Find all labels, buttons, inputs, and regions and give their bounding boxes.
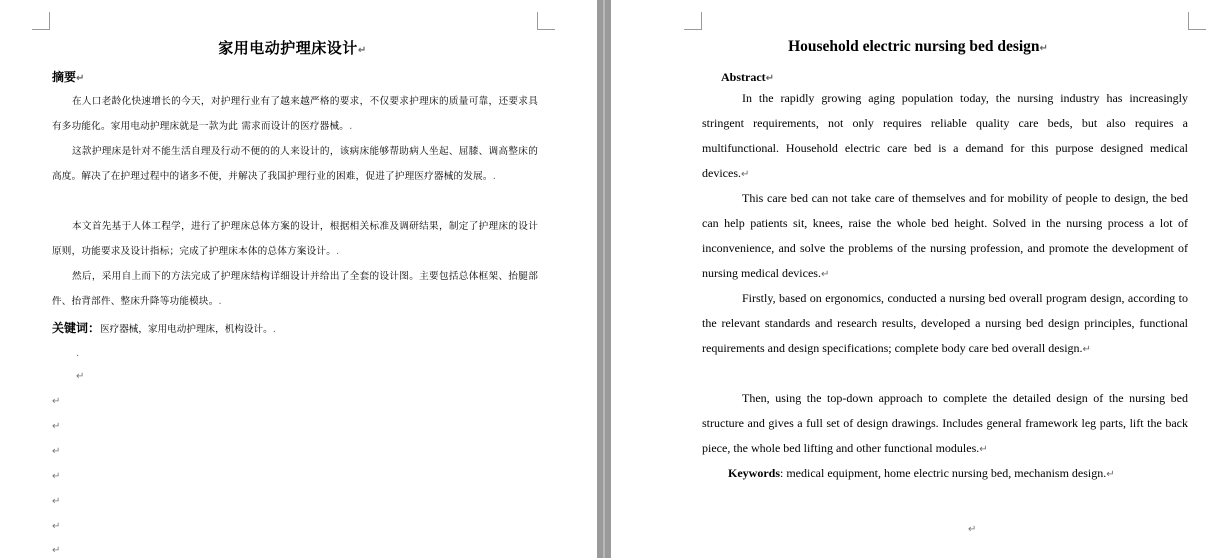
- empty-paragraph-mark: ↵: [52, 545, 61, 556]
- english-paragraph-3[interactable]: Firstly, based on ergonomics, conducted a nursing bed overall program design, according to the relevant standards and research results, developed a nursing bed design principles, functional requirements and design specifications; complete body care bed overall design.↵: [702, 291, 1188, 355]
- empty-paragraph-mark: ↵: [52, 471, 61, 482]
- crop-mark-top-right: [1188, 12, 1206, 30]
- crop-mark-top-right: [537, 12, 555, 30]
- english-keywords-text: : medical equipment, home electric nursing bed, mechanism design.: [780, 466, 1107, 480]
- crop-mark-top-left: [684, 12, 702, 30]
- chinese-keywords[interactable]: 关键词：医疗器械，家用电动护理床，机构设计。.: [52, 321, 276, 335]
- english-keywords[interactable]: Keywords: medical equipment, home electric nursing bed, mechanism design.↵: [728, 466, 1115, 480]
- crop-mark-top-left: [32, 12, 50, 30]
- empty-paragraph-mark: ↵: [968, 524, 977, 535]
- english-paragraph-1[interactable]: In the rapidly growing aging population today, the nursing industry has increasingly stringent requirements, not only requires reliable quality care beds, but also requires a multifunctional. Household electric care bed is a demand for this purpose designed medical devices.↵: [702, 91, 1188, 180]
- chinese-title[interactable]: 家用电动护理床设计↵: [218, 39, 367, 57]
- chinese-paragraph-1[interactable]: 在人口老龄化快速增长的今天，对护理行业有了越来越严格的要求，不仅要求护理床的质量可靠，还要求具有多功能化。家用电动护理床就是一款为此 需求而设计的医疗器械。.: [52, 96, 538, 132]
- empty-paragraph-mark: ↵: [52, 521, 61, 532]
- chinese-abstract-heading[interactable]: 摘要↵: [52, 70, 85, 84]
- chinese-keywords-text: 医疗器械，家用电动护理床，机构设计。: [100, 324, 273, 335]
- empty-paragraph-mark: ↵: [52, 396, 61, 407]
- page-gutter-divider: [603, 0, 605, 558]
- english-abstract-heading[interactable]: Abstract↵: [721, 70, 775, 84]
- empty-paragraph-mark: ↵: [52, 496, 61, 507]
- chinese-paragraph-2[interactable]: 这款护理床是针对不能生活自理及行动不便的的人来设计的，该病床能够帮助病人坐起、屈膝、调高整床的高度。解决了在护理过程中的诸多不便，并解决了我国护理行业的困难，促进了护理医疗器械的发展。.: [52, 146, 538, 182]
- document-page-english: [611, 0, 1225, 558]
- empty-paragraph-mark: ↵: [52, 446, 61, 457]
- english-title[interactable]: Household electric nursing bed design↵: [788, 38, 1048, 55]
- chinese-keywords-label: 关键词：: [52, 321, 101, 335]
- document-page-chinese: [0, 0, 597, 558]
- english-paragraph-2[interactable]: This care bed can not take care of themselves and for mobility of people to design, the bed can help patients sit, knees, raise the whole bed height. Solved in the nursing process a lot of inconvenience, and solve the problems of the nursing profession, and promote the development of nursing medical devices.↵: [702, 191, 1188, 280]
- chinese-paragraph-4[interactable]: 然后，采用自上而下的方法完成了护理床结构详细设计并给出了全套的设计图。主要包括总体框架、抬腿部件、抬背部件、整床升降等功能模块。.: [52, 271, 538, 307]
- empty-paragraph-mark: ↵: [52, 421, 61, 432]
- empty-paragraph-mark: .: [76, 348, 80, 359]
- english-keywords-label: Keywords: [728, 466, 780, 480]
- chinese-paragraph-3[interactable]: 本文首先基于人体工程学，进行了护理床总体方案的设计，根据相关标准及调研结果，制定了护理床的设计原则，功能要求及设计指标；完成了护理床本体的总体方案设计。.: [52, 221, 538, 257]
- english-paragraph-4[interactable]: Then, using the top-down approach to complete the detailed design of the nursing bed structure and gives a full set of design drawings. Includes general framework leg parts, lift the back piece, the whole bed lifting and other functional modules.↵: [702, 391, 1188, 455]
- empty-paragraph-mark: ↵: [76, 371, 85, 382]
